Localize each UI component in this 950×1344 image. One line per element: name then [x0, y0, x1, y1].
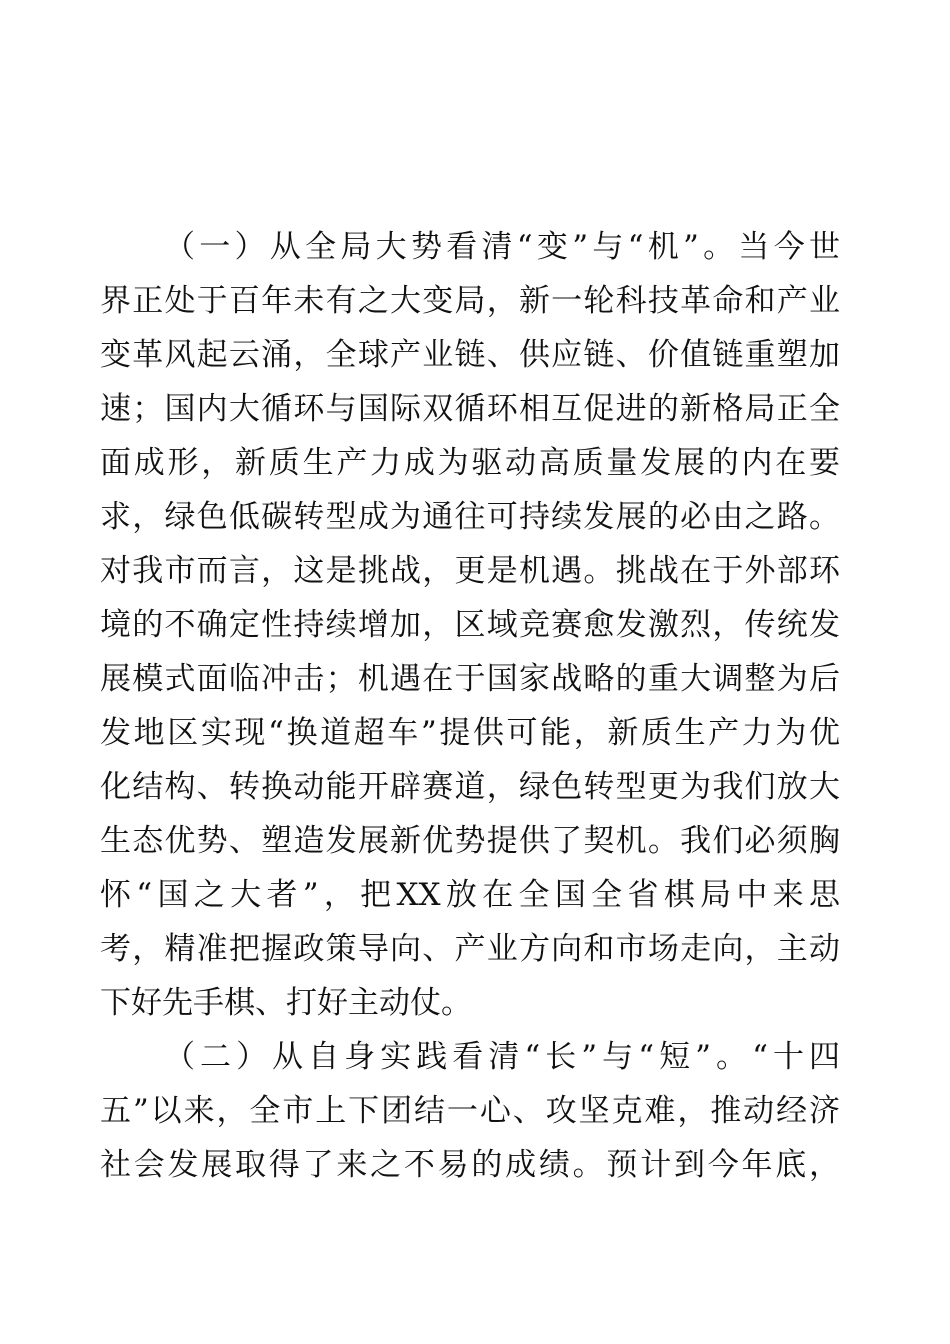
- paragraph-line: 展模式面临冲击；机遇在于国家战略的重大调整为后: [100, 661, 840, 697]
- paragraph-line: 化结构、转换动能开辟赛道，绿色转型更为我们放大: [100, 769, 840, 805]
- paragraph-line: 社会发展取得了来之不易的成绩。预计到今年底，: [100, 1147, 840, 1183]
- paragraph-2: [100, 1030, 840, 1192]
- document-body: [100, 220, 840, 1192]
- paragraph-line: 界正处于百年未有之大变局，新一轮科技革命和产业: [100, 283, 840, 319]
- paragraph-line: 发地区实现“换道超车”提供可能，新质生产力为优: [100, 715, 840, 751]
- paragraph-line: （二）从自身实践看清“长”与“短”。“十四: [164, 1039, 840, 1075]
- paragraph-line: 怀“国之大者”，把XX放在全国全省棋局中来思: [100, 877, 840, 913]
- paragraph-line: 速；国内大循环与国际双循环相互促进的新格局正全: [100, 391, 840, 427]
- paragraph-line: 对我市而言，这是挑战，更是机遇。挑战在于外部环: [100, 553, 840, 589]
- paragraph-line: 面成形，新质生产力成为驱动高质量发展的内在要: [100, 445, 840, 481]
- paragraph-line: 五”以来，全市上下团结一心、攻坚克难，推动经济: [100, 1093, 840, 1129]
- paragraph-line: 变革风起云涌，全球产业链、供应链、价值链重塑加: [100, 337, 840, 373]
- paragraph-line: 生态优势、塑造发展新优势提供了契机。我们必须胸: [100, 823, 840, 859]
- paragraph-line: 境的不确定性持续增加，区域竞赛愈发激烈，传统发: [100, 607, 840, 643]
- paragraph-line: 下好先手棋、打好主动仗。: [100, 985, 472, 1021]
- paragraph-line: 考，精准把握政策导向、产业方向和市场走向，主动: [100, 931, 840, 967]
- paragraph-1: [100, 220, 840, 1030]
- paragraph-line: 求，绿色低碳转型成为通往可持续发展的必由之路。: [100, 499, 840, 535]
- paragraph-line: （一）从全局大势看清“变”与“机”。当今世: [164, 229, 840, 265]
